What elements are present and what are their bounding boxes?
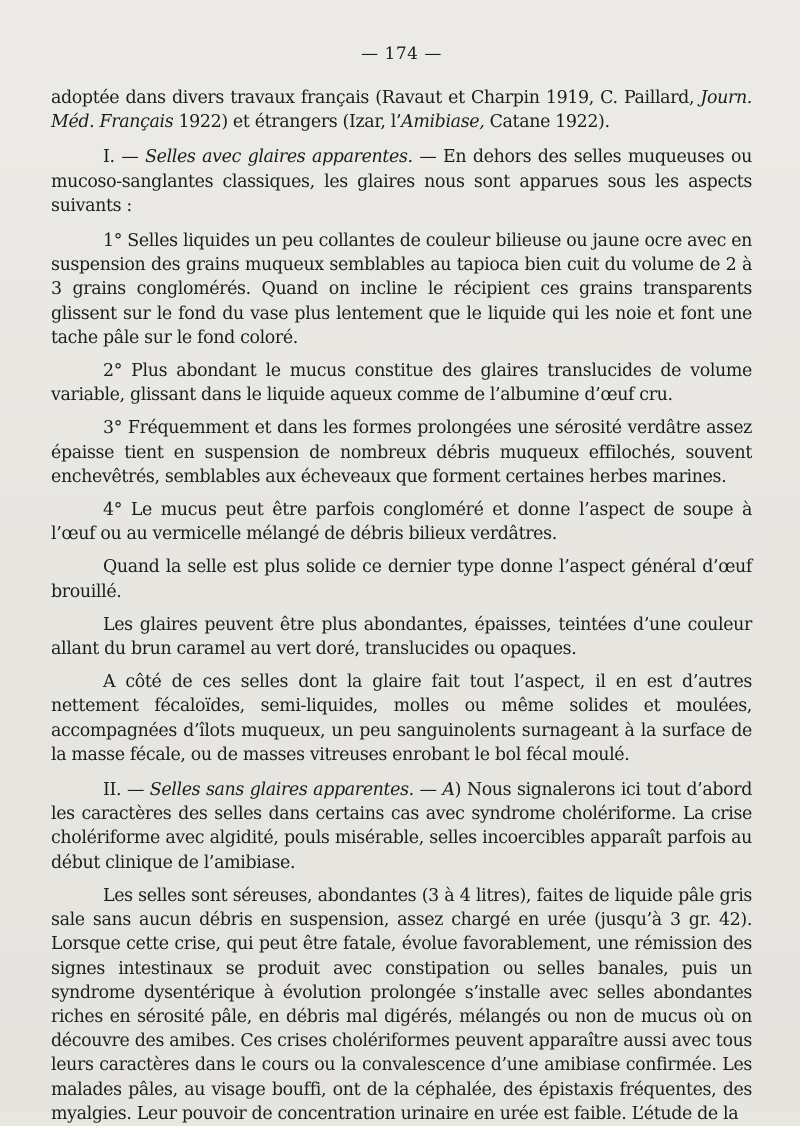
text-run: — En dehors des selles muqueuses ou mucoso-sanglantes classiques, les glaires nous sont apparues sous les aspects suivants :: [51, 147, 752, 216]
section-title: Selles sans glaires apparentes.: [149, 780, 414, 801]
list-item-4: 4° Le mucus peut être parfois congloméré et donne l’aspect de soupe à l’œuf ou au vermicelle mélangé de débris bilieux verdâtres.: [51, 500, 752, 545]
section-title: Selles avec glaires apparentes.: [145, 147, 413, 168]
text-run: Catane 1922).: [484, 112, 610, 133]
paragraph: Quand la selle est plus solide ce dernier type donne l’aspect général d’œuf brouillé.: [51, 557, 752, 602]
paragraph: Les glaires peuvent être plus abondantes, épaisses, teintées d’une couleur allant du brun caramel au vert doré, translucides ou opaques.: [51, 614, 752, 660]
section-number: I. —: [103, 147, 146, 168]
page-number: — 174 —: [361, 44, 442, 64]
list-item-2: 2° Plus abondant le mucus constitue des glaires translucides de volume variable, glissant dans le liquide aqueux comme de l’albumine d’œuf cru.: [51, 361, 752, 406]
paragraph: A côté de ces selles dont la glaire fait tout l’aspect, il en est d’autres nettement fécaloïdes, semi-liquides, molles ou même solides et moulées, accompagnées d’îlots muqueux, un peu sanguinolents surnageant à la surface de la masse fécale, ou de masses vitreuses enrobant le bol fécal moulé.: [51, 672, 752, 765]
section-1-heading-paragraph: [51, 145, 752, 218]
text-run: 1922) et étrangers (Izar, l’: [173, 112, 402, 133]
section-number: II. —: [103, 780, 150, 801]
paragraph-continuation: [51, 86, 752, 134]
paragraph: Les selles sont séreuses, abondantes (3 à 4 litres), faites de liquide pâle gris sale sans aucun débris en suspension, assez chargé en urée (jusqu’à 3 gr. 42). Lorsque cette crise, qui peut être fatale, évolue favorablement, une rémission des signes intestinaux se produit avec constipation ou selles banales, puis un syndrome dysentérique à évolution prolongée s’installe avec selles abondantes riches en sérosité pâle, en débris mal digérés, mélangés ou non de mucus où on découvre des amibes. Ces crises cholériformes peuvent apparaître aussi avec tous leurs caractères dans le cours ou la convalescence d’une amibiase confirmée. Les malades pâles, au visage bouffi, ont de la céphalée, des épistaxis fréquentes, des myalgies. Leur pouvoir de concentration urinaire en urée est faible. L’étude de la: [51, 885, 752, 1124]
book-title: Amibiase,: [401, 112, 485, 133]
body-text: [51, 86, 752, 1126]
section-2-heading-paragraph: [51, 778, 752, 875]
text-run: —: [413, 780, 443, 801]
text-run: adoptée dans divers travaux français (Ravaut et Charpin 1919, C. Paillard,: [51, 88, 701, 108]
text-run: ) Nous signalerons ici tout d’abord les caractères des selles dans certains cas avec syndrome cholériforme. La crise cholériforme avec algidité, pouls misérable, selles incoercibles apparaît parfois au début clinique de l’amibiase.: [51, 780, 753, 873]
list-item-1: 1° Selles liquides un peu collantes de couleur bilieuse ou jaune ocre avec en suspension des grains muqueux semblables au tapioca bien cuit du volume de 2 à 3 grains conglomérés. Quand on incline le récipient ces grains transparents glissent sur le fond du vase plus lentement que le liquide qui les noie et font une tache pâle sur le fond coloré.: [51, 231, 752, 348]
journal-title: Journ. Méd. Français: [51, 88, 752, 133]
subsection-letter: A: [442, 780, 455, 801]
list-item-3: 3° Fréquemment et dans les formes prolongées une sérosité verdâtre assez épaisse tient en suspension de nombreux débris muqueux effilochés, souvent enchevêtrés, semblables aux écheveaux que forment certaines herbes marines.: [51, 418, 752, 487]
